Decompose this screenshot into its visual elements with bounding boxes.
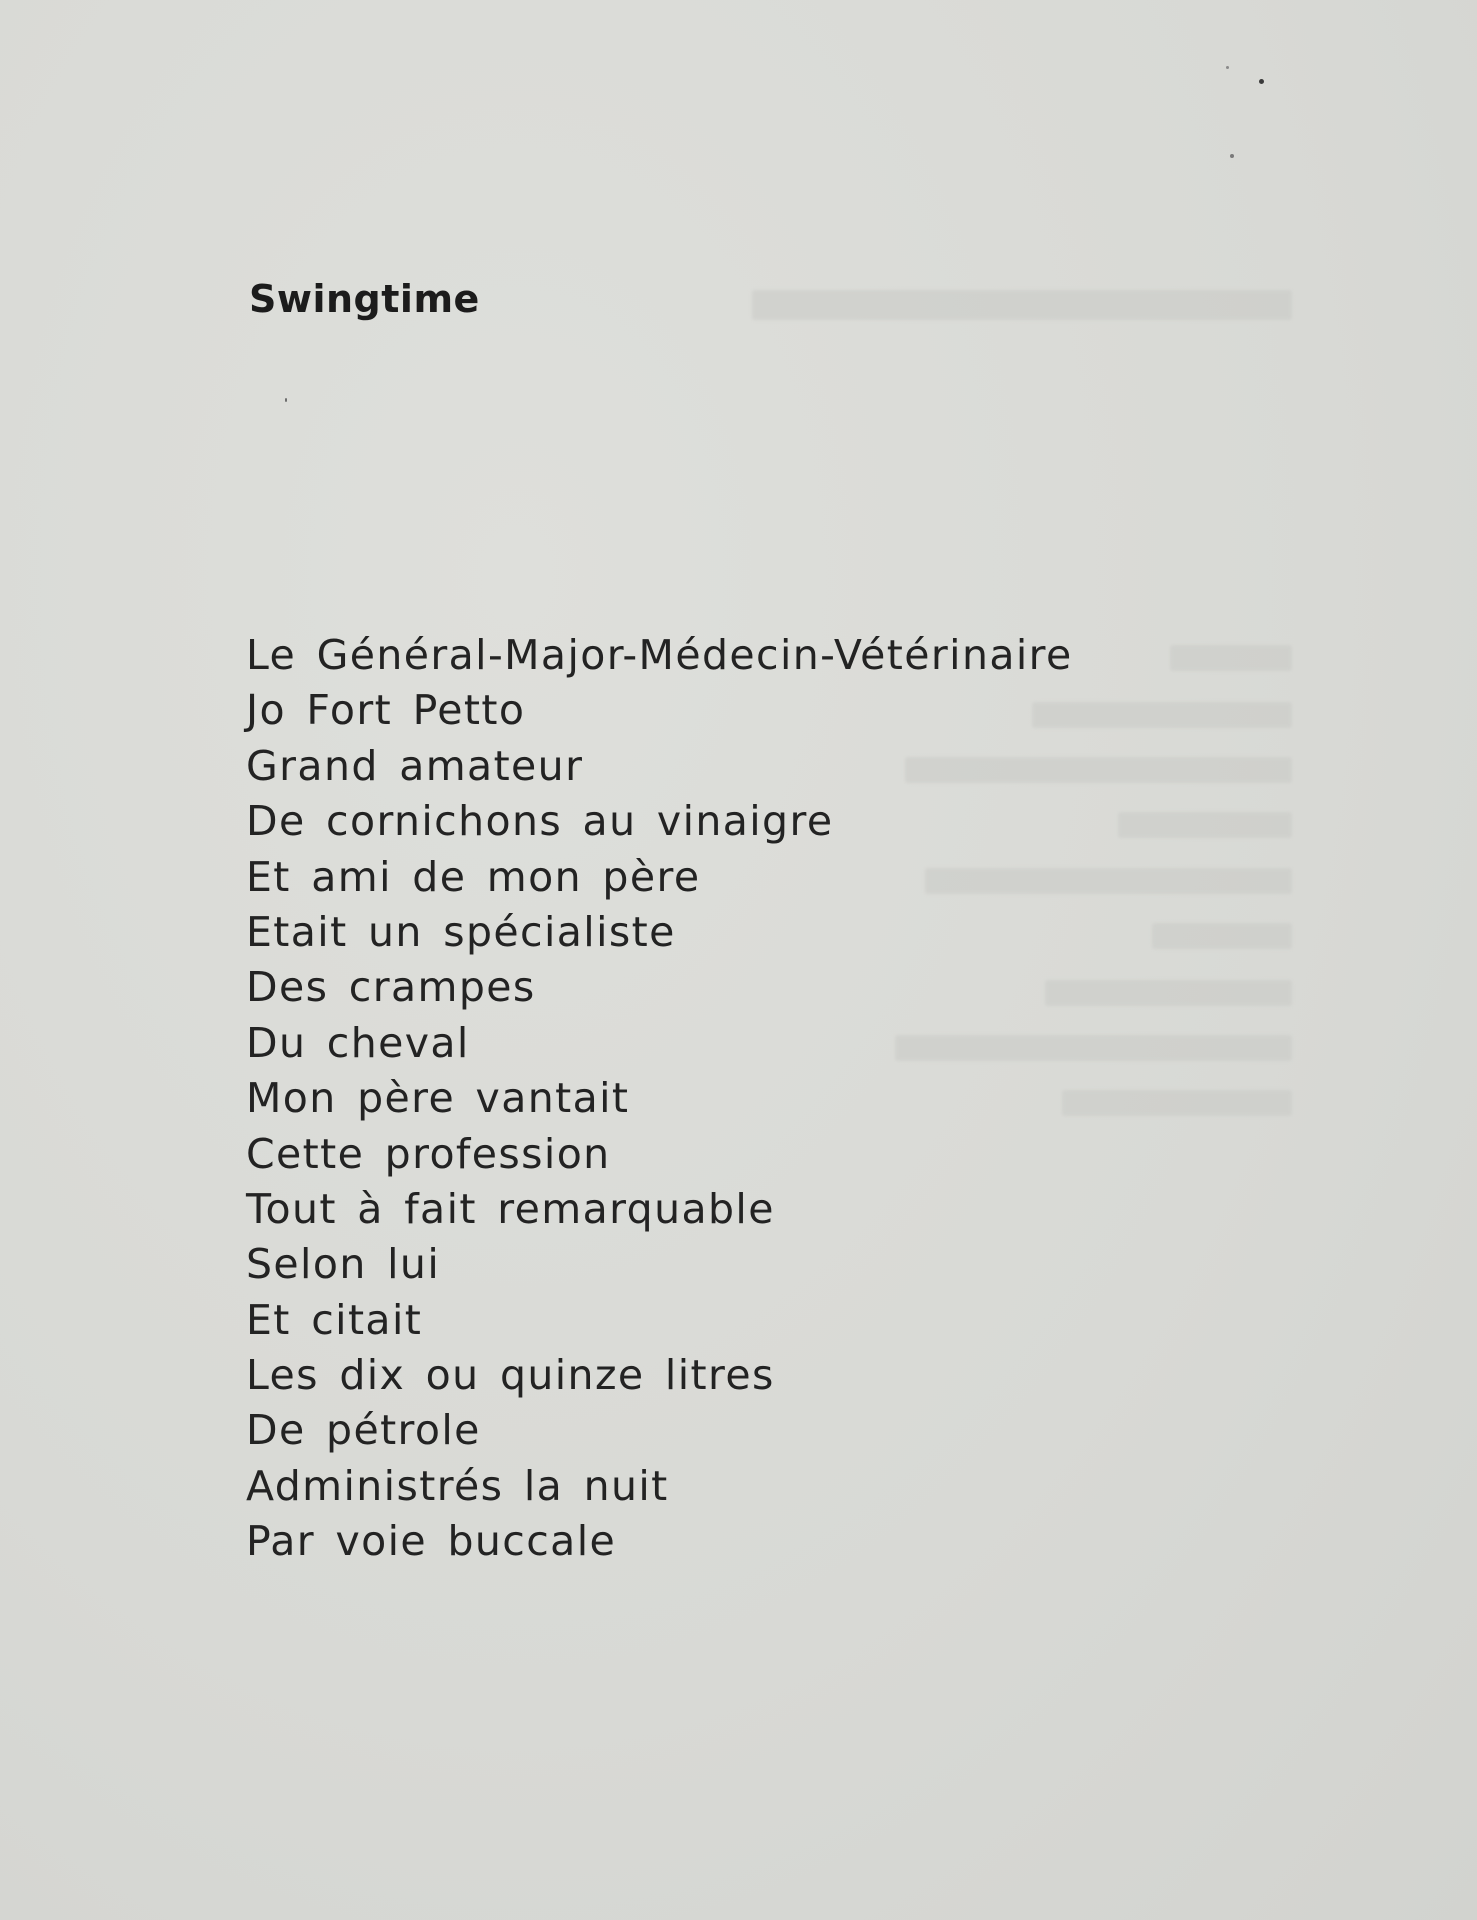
poem-line: Des crampes xyxy=(246,963,536,1012)
poem-line: Etait un spécialiste xyxy=(246,907,676,956)
ink-speck xyxy=(1226,66,1229,69)
ink-speck xyxy=(1230,154,1234,158)
poem-line: Jo Fort Petto xyxy=(246,686,526,735)
poem-line: Le Général-Major-Médecin-Vétérinaire xyxy=(246,631,1073,679)
poem-line: Grand amateur xyxy=(246,741,584,790)
poem-title: Swingtime xyxy=(249,277,480,321)
poem-line: Par voie buccale xyxy=(246,1517,617,1566)
bleed-through-mark xyxy=(752,290,1292,320)
poem-body xyxy=(246,628,1073,1570)
bleed-through-mark xyxy=(1062,1090,1292,1116)
bleed-through-mark xyxy=(1045,980,1292,1006)
poem-line: Selon lui xyxy=(246,1240,441,1289)
poem-line: De cornichons au vinaigre xyxy=(246,797,834,846)
bleed-through-mark xyxy=(1152,923,1292,949)
poem-line: Cette profession xyxy=(246,1129,611,1178)
poem-line: Tout à fait remarquable xyxy=(246,1184,775,1233)
bleed-through-mark xyxy=(1118,812,1292,838)
bleed-through-mark xyxy=(1170,645,1292,671)
poem-line: Et citait xyxy=(246,1295,423,1344)
poem-line: Les dix ou quinze litres xyxy=(246,1351,775,1400)
poem-line: Du cheval xyxy=(246,1018,470,1067)
poem-line: Et ami de mon père xyxy=(246,852,701,901)
poem-line: Mon père vantait xyxy=(246,1074,630,1123)
ink-speck xyxy=(1259,79,1264,84)
poem-line: Administrés la nuit xyxy=(246,1461,669,1510)
poem-line: De pétrole xyxy=(246,1406,481,1455)
ink-speck xyxy=(285,398,287,402)
